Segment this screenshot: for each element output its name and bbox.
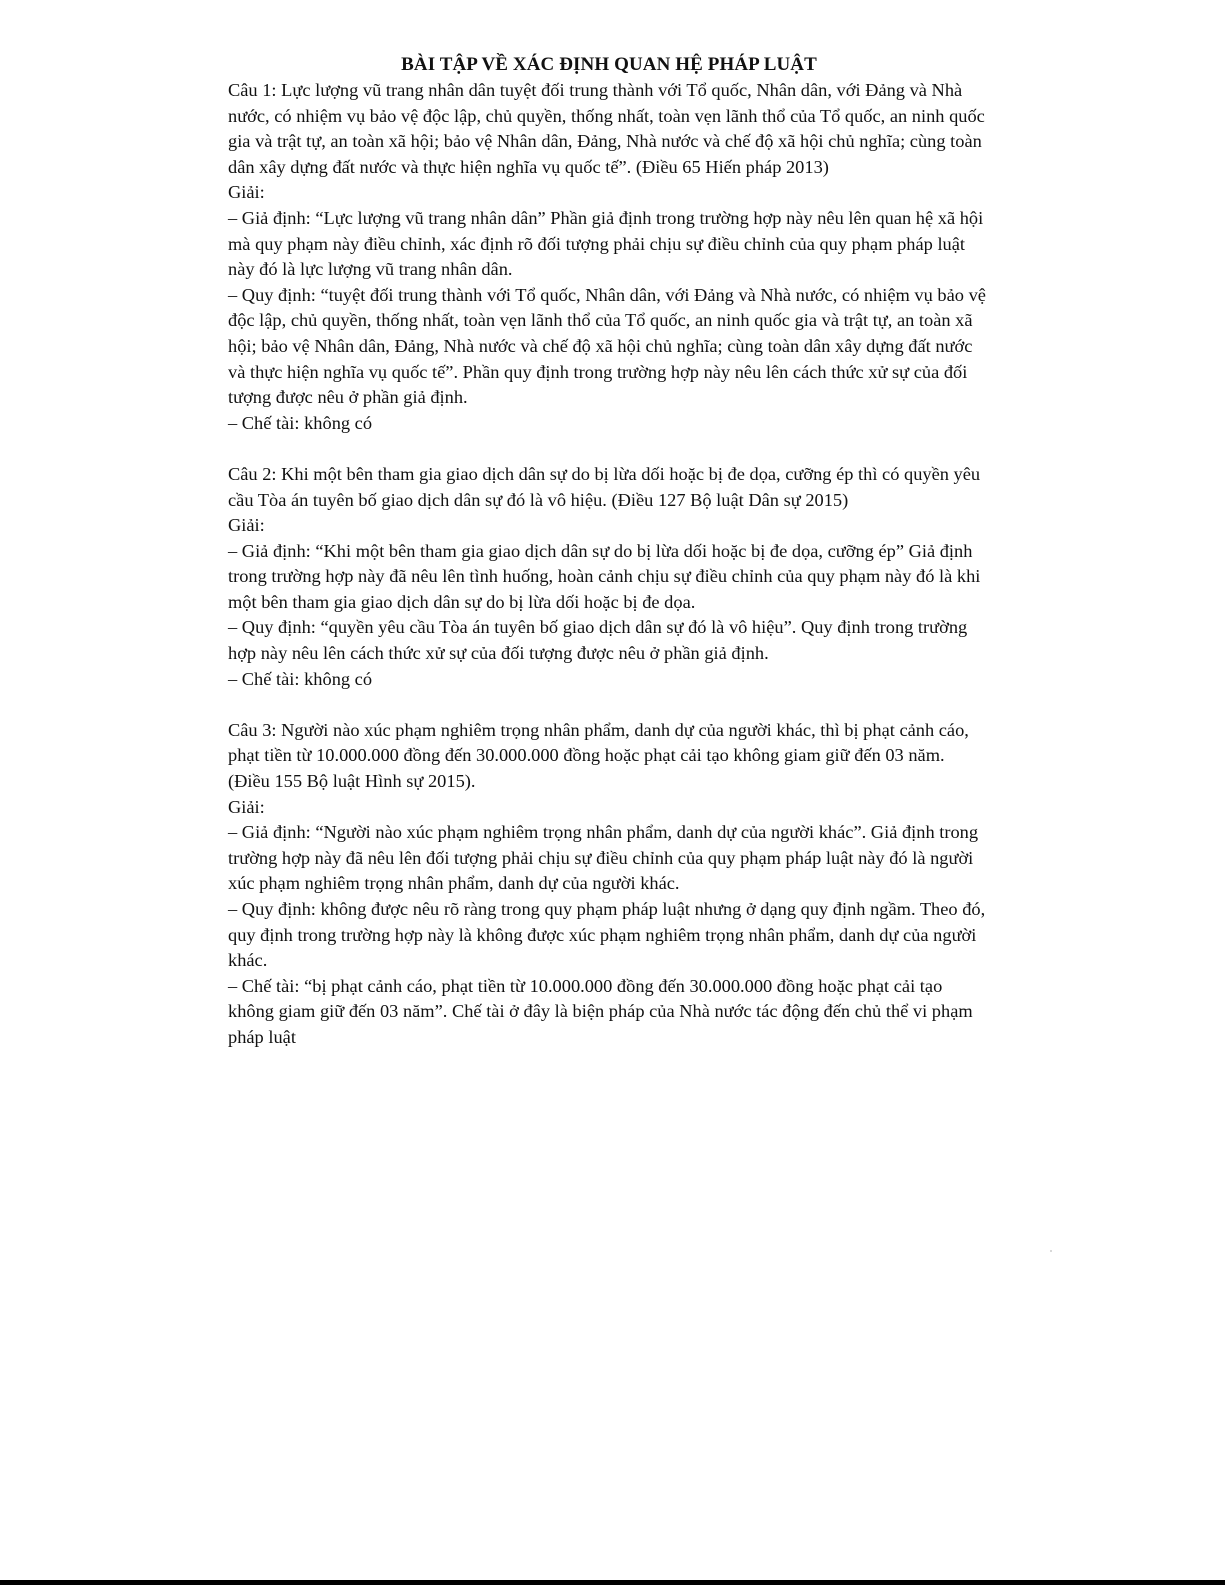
question-1-answer-label: Giải:	[228, 182, 265, 203]
question-3-che-tai: – Chế tài: “bị phạt cảnh cáo, phạt tiền từ 10.000.000 đồng đến 30.000.000 đồng hoặc phạt cải tạo không giam giữ đến 03 năm”. Chế tài ở đây là biện pháp của Nhà nước tác động đến chủ thể vi phạm pháp luật	[228, 975, 973, 1047]
question-2-answer-label: Giải:	[228, 515, 265, 536]
question-2-gia-dinh: – Giả định: “Khi một bên tham gia giao dịch dân sự do bị lừa dối hoặc bị đe dọa, cưỡng ép” Giả định trong trường hợp này đã nêu lên tình huống, hoàn cảnh chịu sự điều chỉnh của quy phạm này đó là khi một bên tham gia giao dịch dân sự do bị lừa dối hoặc bị đe dọa.	[228, 540, 981, 612]
question-1-prompt: Câu 1: Lực lượng vũ trang nhân dân tuyệt đối trung thành với Tổ quốc, Nhân dân, với Đảng và Nhà nước, có nhiệm vụ bảo vệ độc lập, chủ quyền, thống nhất, toàn vẹn lãnh thổ của Tổ quốc, an ninh quốc gia và trật tự, an toàn xã hội; bảo vệ Nhân dân, Đảng, Nhà nước và chế độ xã hội chủ nghĩa; cùng toàn dân xây dựng đất nước và thực hiện nghĩa vụ quốc tế”. (Điều 65 Hiến pháp 2013)	[228, 80, 985, 177]
question-1-gia-dinh: – Giả định: “Lực lượng vũ trang nhân dân” Phần giả định trong trường hợp này nêu lên quan hệ xã hội mà quy phạm này điều chỉnh, xác định rõ đối tượng phải chịu sự điều chỉnh của quy phạm pháp luật này đó là lực lượng vũ trang nhân dân.	[228, 207, 984, 280]
question-2-quy-dinh: – Quy định: “quyền yêu cầu Tòa án tuyên bố giao dịch dân sự đó là vô hiệu”. Quy định trong trường hợp này nêu lên cách thức xử sự của đối tượng được nêu ở phần giả định.	[228, 617, 968, 664]
question-1-quy-dinh: – Quy định: “tuyệt đối trung thành với Tổ quốc, Nhân dân, với Đảng và Nhà nước, có nhiệm vụ bảo vệ độc lập, chủ quyền, thống nhất, toàn vẹn lãnh thổ của Tổ quốc, an ninh quốc gia và trật tự, an toàn xã hội; bảo vệ Nhân dân, Đảng, Nhà nước và chế độ xã hội chủ nghĩa; cùng toàn dân xây dựng đất nước và thực hiện nghĩa vụ quốc tế”. Phần quy định trong trường hợp này nêu lên cách thức xử sự của đối tượng được nêu ở phần giả định.	[228, 284, 986, 408]
question-3-quy-dinh: – Quy định: không được nêu rõ ràng trong quy phạm pháp luật nhưng ở dạng quy định ngầm. Theo đó, quy định trong trường hợp này là không được xúc phạm nghiêm trọng nhân phẩm, danh dự của người khác.	[228, 899, 986, 971]
paragraph-spacer	[228, 692, 990, 718]
question-2-che-tai: – Chế tài: không có	[228, 668, 373, 689]
paragraph-spacer	[228, 436, 990, 462]
question-3-gia-dinh: – Giả định: “Người nào xúc phạm nghiêm trọng nhân phẩm, danh dự của người khác”. Giả định trong trường hợp này đã nêu lên đối tượng phải chịu sự điều chỉnh của quy phạm pháp luật này đó là người xúc phạm nghiêm trọng nhân phẩm, danh dự của người khác.	[228, 822, 979, 894]
scan-speck	[1050, 1250, 1052, 1252]
question-1	[228, 78, 990, 436]
document-page	[228, 52, 990, 1051]
question-3	[228, 718, 990, 1051]
question-2-prompt: Câu 2: Khi một bên tham gia giao dịch dân sự do bị lừa dối hoặc bị đe dọa, cưỡng ép thì có quyền yêu cầu Tòa án tuyên bố giao dịch dân sự đó là vô hiệu. (Điều 127 Bộ luật Dân sự 2015)	[228, 463, 981, 510]
document-title: BÀI TẬP VỀ XÁC ĐỊNH QUAN HỆ PHÁP LUẬT	[401, 54, 817, 75]
question-3-answer-label: Giải:	[228, 796, 265, 817]
question-2	[228, 462, 990, 692]
question-3-prompt: Câu 3: Người nào xúc phạm nghiêm trọng nhân phẩm, danh dự của người khác, thì bị phạt cảnh cáo, phạt tiền từ 10.000.000 đồng đến 30.000.000 đồng hoặc phạt cải tạo không giam giữ đến 03 năm. (Điều 155 Bộ luật Hình sự 2015).	[228, 719, 969, 792]
question-1-che-tai: – Chế tài: không có	[228, 412, 373, 433]
page-bottom-edge	[0, 1580, 1225, 1585]
